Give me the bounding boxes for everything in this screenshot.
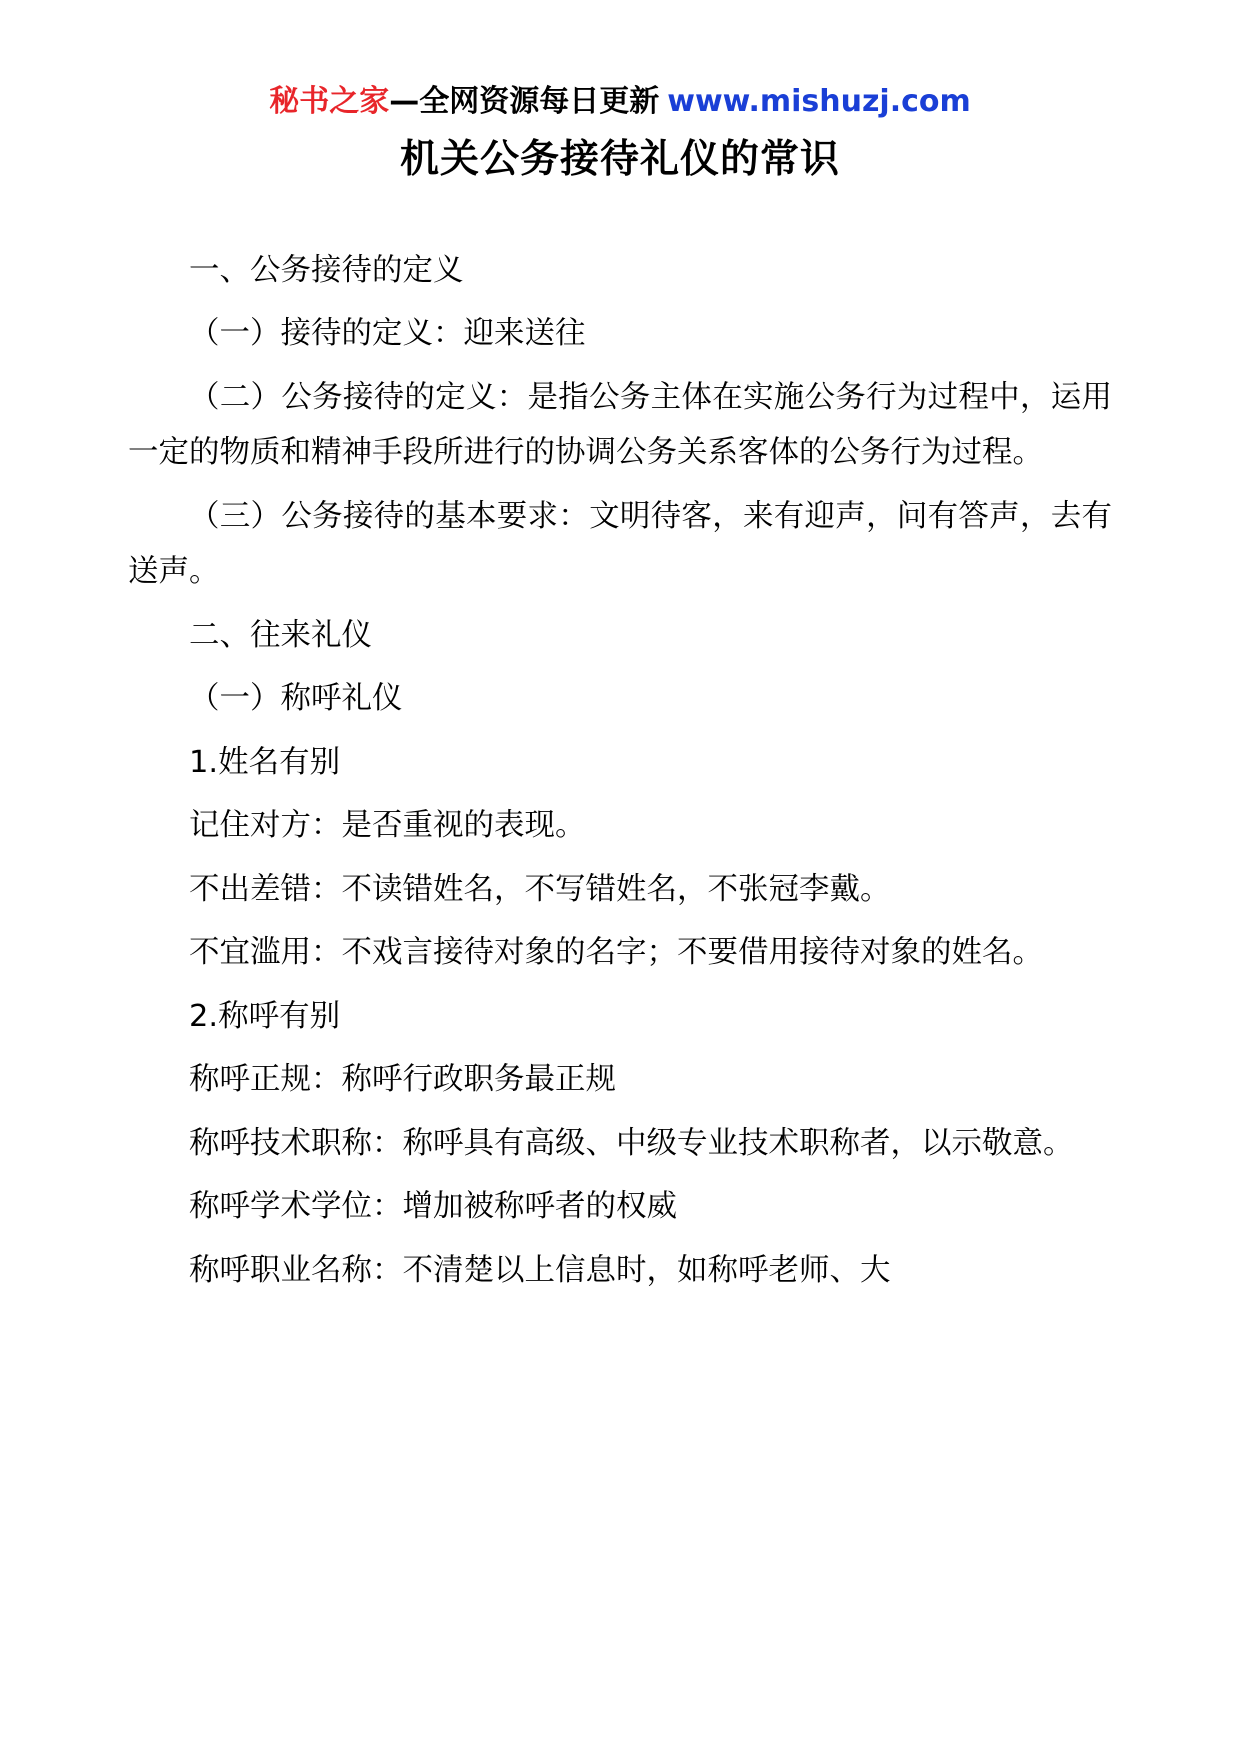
paragraph: 二、往来礼仪	[189, 617, 372, 653]
paragraph: （一）接待的定义：迎来送往	[189, 316, 586, 352]
site-url[interactable]: www.mishuzj.com	[667, 84, 971, 119]
paragraph: （三）公务接待的基本要求：文明待客，来有迎声，问有答声，去有送声。	[128, 498, 1112, 590]
paragraph: 称呼职业名称：不清楚以上信息时，如称呼老师、大	[189, 1252, 891, 1288]
site-header	[128, 84, 1112, 120]
header-dash: —	[389, 84, 420, 119]
paragraph: 不出差错：不读错姓名，不写错姓名，不张冠李戴。	[189, 871, 891, 907]
paragraph: 称呼学术学位：增加被称呼者的权威	[189, 1189, 677, 1225]
paragraph: 2.称呼有别	[189, 998, 341, 1034]
paragraph: 不宜滥用：不戏言接待对象的名字；不要借用接待对象的姓名。	[189, 935, 1043, 971]
paragraph: 称呼正规：称呼行政职务最正规	[189, 1062, 616, 1098]
paragraph: 记住对方：是否重视的表现。	[189, 808, 586, 844]
paragraph: 一、公务接待的定义	[189, 252, 464, 288]
site-tagline: 全网资源每日更新	[419, 84, 660, 119]
site-brand: 秘书之家	[269, 84, 390, 119]
paragraph: 称呼技术职称：称呼具有高级、中级专业技术职称者，以示敬意。	[189, 1125, 1074, 1161]
paragraph: （二）公务接待的定义：是指公务主体在实施公务行为过程中，运用一定的物质和精神手段所进行的协调公务关系客体的公务行为过程。	[128, 379, 1112, 471]
paragraph: （一）称呼礼仪	[189, 681, 403, 717]
document-body	[128, 243, 1112, 1299]
page-title: 机关公务接待礼仪的常识	[399, 137, 840, 182]
paragraph: 1.姓名有别	[189, 744, 341, 780]
